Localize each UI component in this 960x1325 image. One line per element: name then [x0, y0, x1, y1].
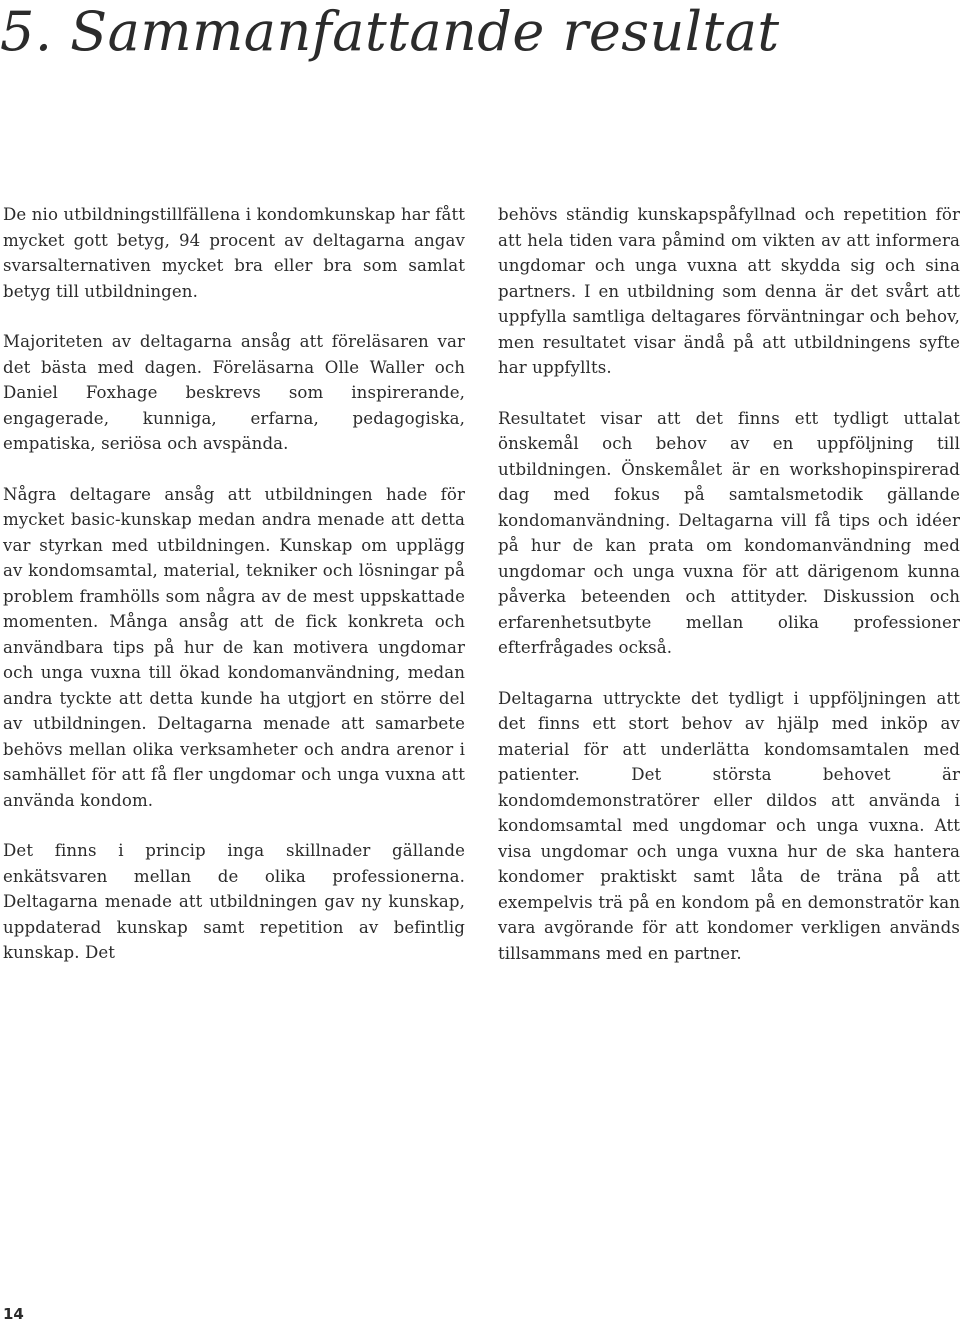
- paragraph: Resultatet visar att det finns ett tydligt uttalat önskemål och behov av en uppföljning till utbildningen. Önskemålet är en workshopinspirerad dag med fokus på samtalsmetodik gällande kondomanvändning. Deltagarna vill få tips och idéer på hur de kan prata om kondomanvändning med ungdomar och unga vuxna för att därigenom kunna påverka beteenden och attityder. Diskussion och erfarenhetsutbyte mellan olika professioner efterfrågades också.: [498, 408, 960, 657]
- paragraph: De nio utbildningstillfällena i kondomkunskap har fått mycket gott betyg, 94 procent av deltagarna angav svarsalternativen mycket bra eller bra som samlat betyg till utbildningen.: [3, 205, 465, 301]
- paragraph: Några deltagare ansåg att utbildningen hade för mycket basic-kunskap medan andra menade att detta var styrkan med utbildningen. Kunskap om upplägg av kondomsamtal, material, tekniker och lösningar på problem framhölls som några av de mest uppskattade momenten. Många ansåg att de fick konkreta och användbara tips på hur de kan motivera ungdomar och unga vuxna till ökad kondomanvändning, medan andra tyckte att detta kunde ha utgjort en större del av utbildningen. Deltagarna menade att samarbete behövs mellan olika verksamheter och andra arenor i samhället för att få fler ungdomar och unga vuxna att använda kondom.: [3, 484, 465, 810]
- page-title: 5. Sammanfattande resultat: [0, 0, 780, 63]
- paragraph: behövs ständig kunskapspåfyllnad och repetition för att hela tiden vara påmind om vikten av att informera ungdomar och unga vuxna att skydda sig och sina partners. I en utbildning som denna är det svårt att uppfylla samtliga deltagares förväntningar och behov, men resultatet visar ändå på att utbildningens syfte har uppfyllts.: [498, 205, 960, 377]
- paragraph: Deltagarna uttryckte det tydligt i uppföljningen att det finns ett stort behov av hjälp med inköp av material för att underlätta kondomsamtalen med patienter. Det största behovet är kondomdemonstratörer eller dildos att använda i kondomsamtal med ungdomar och unga vuxna. Att visa ungdomar och unga vuxna hur de ska hantera kondomer praktiskt samt låta de träna på att exempelvis trä på en kondom på en demonstratör kan vara avgörande för att kondomer verkligen används tillsammans med en partner.: [498, 688, 960, 963]
- right-column: [498, 202, 960, 991]
- paragraph: Majoriteten av deltagarna ansåg att föreläsaren var det bästa med dagen. Föreläsarna Olle Waller och Daniel Foxhage beskrevs som inspirerande, engagerade, kunniga, erfarna, pedagogiska, empatiska, seriösa och avspända.: [3, 332, 465, 453]
- left-column: [3, 202, 465, 991]
- page-number: 14: [3, 1305, 24, 1323]
- paragraph: Det finns i princip inga skillnader gällande enkätsvaren mellan de olika professionerna. Deltagarna menade att utbildningen gav ny kunskap, uppdaterad kunskap samt repetition av befintlig kunskap. Det: [3, 841, 465, 962]
